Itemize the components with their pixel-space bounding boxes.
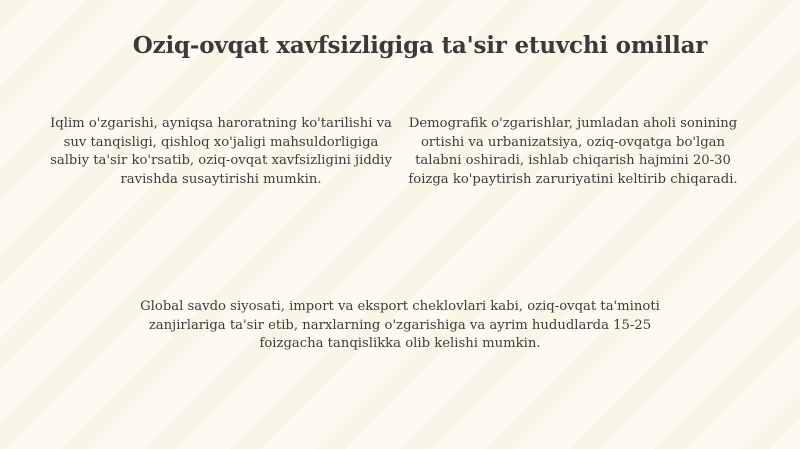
slide-title: Oziq-ovqat xavfsizligiga ta'sir etuvchi omillar xyxy=(132,32,708,59)
demographic-change-paragraph: Demografik o'zgarishlar, jumladan aholi sonining ortishi va urbanizatsiya, oziq-ovqatga bo'lgan talabni oshiradi, ishlab chiqarish hajmini 20-30 foizga ko'paytirish zaruriyatini keltirib chiqaradi. xyxy=(408,116,738,187)
climate-change-paragraph: Iqlim o'zgarishi, ayniqsa haroratning ko'tarilishi va suv tanqisligi, qishloq xo'jaligi mahsuldorligiga salbiy ta'sir ko'rsatib, oziq-ovqat xavfsizligini jiddiy ravishda susaytirishi mumkin. xyxy=(50,116,392,187)
global-trade-paragraph: Global savdo siyosati, import va eksport cheklovlari kabi, oziq-ovqat ta'minoti zanjirlariga ta'sir etib, narxlarning o'zgarishiga va ayrim hududlarda 15-25 foizgacha tanqislikka olib kelishi mumkin. xyxy=(140,299,660,351)
